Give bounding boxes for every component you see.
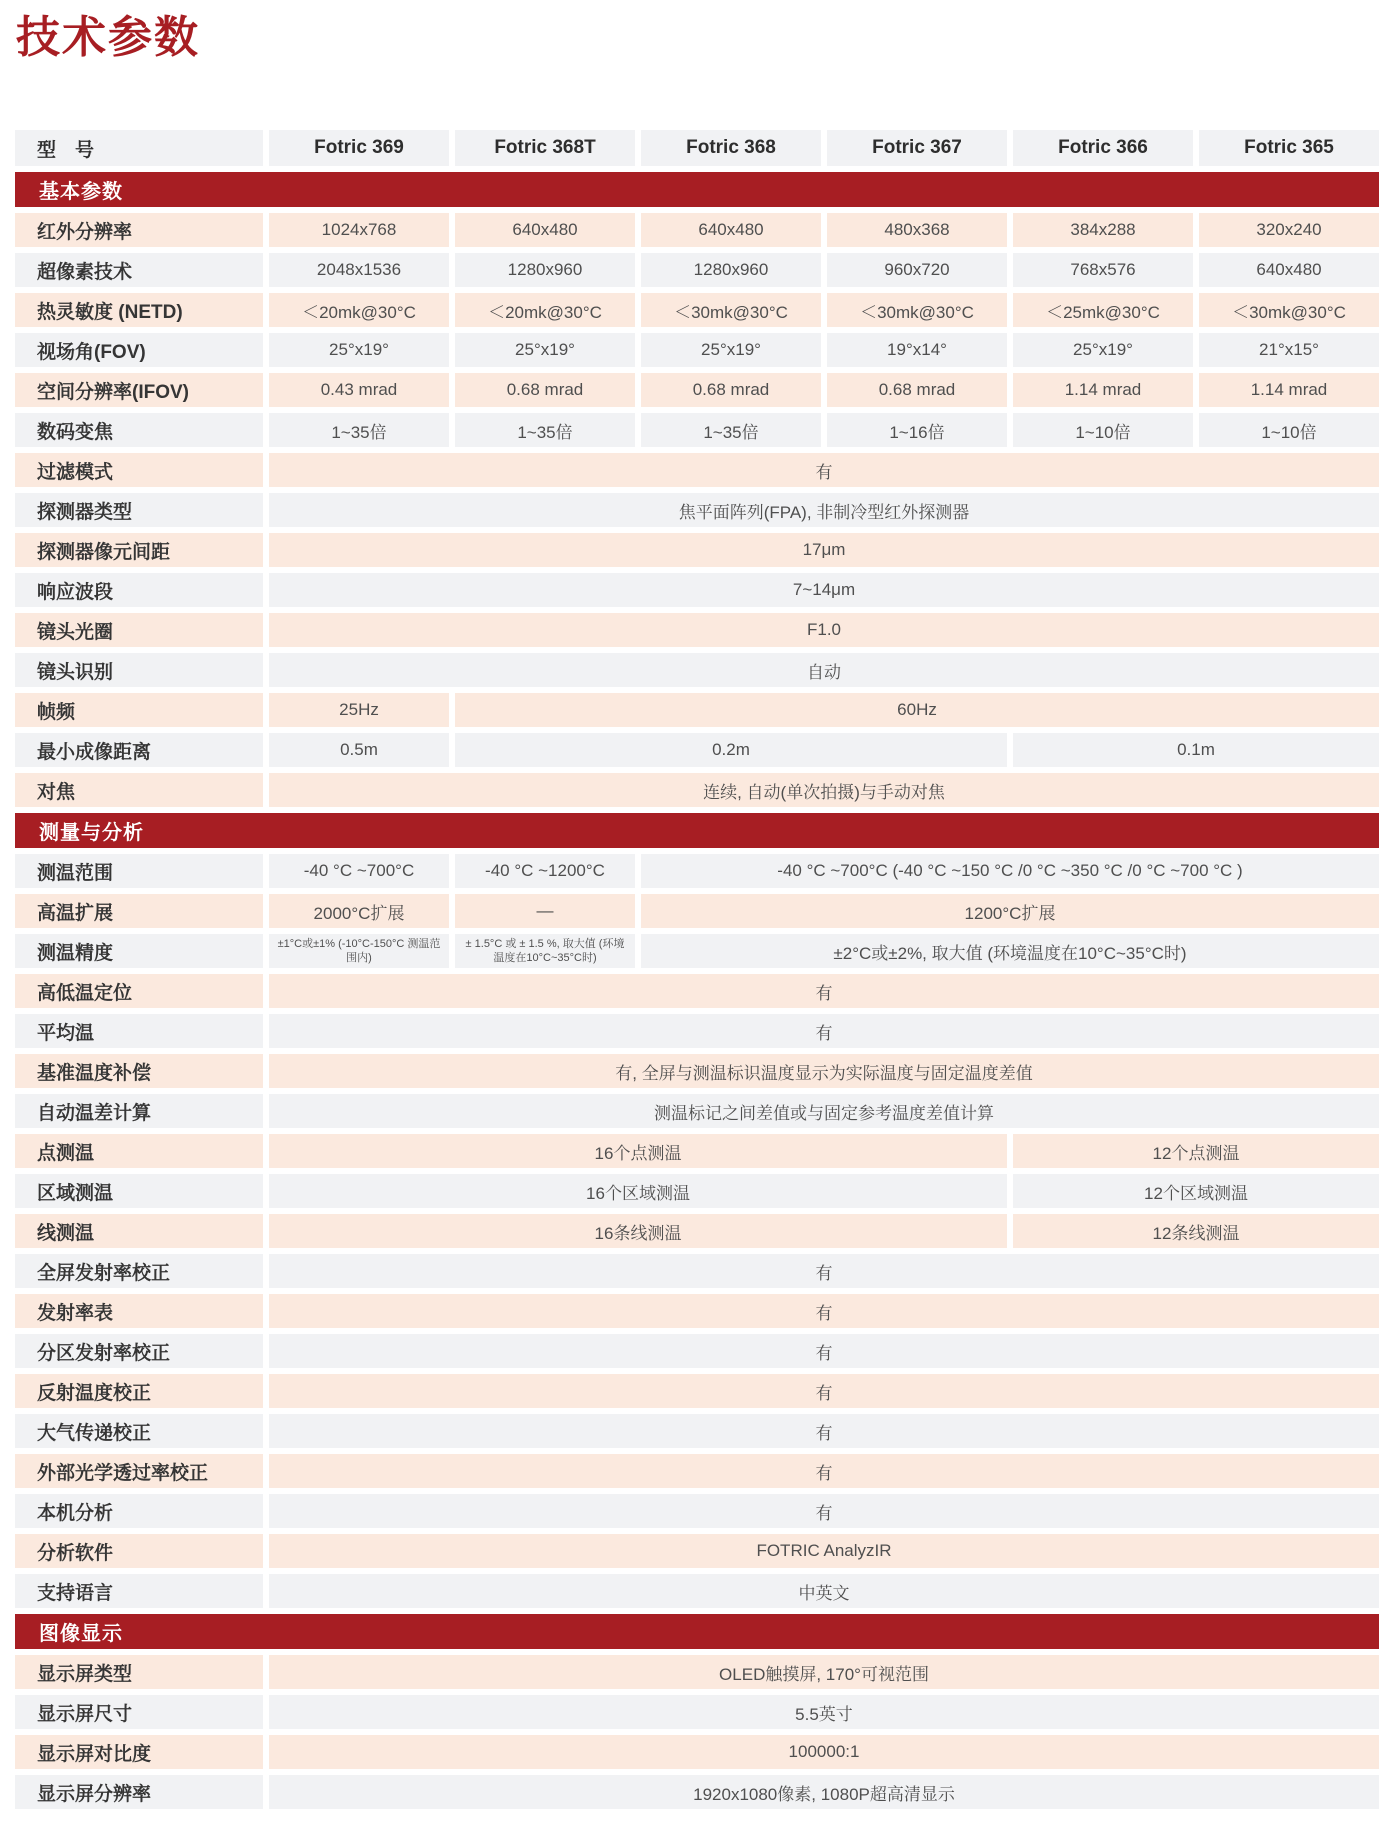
spec-value: 1~10倍 — [1199, 413, 1379, 447]
spec-row — [15, 1655, 1379, 1689]
spec-value: 25°x19° — [641, 333, 821, 367]
row-label: 测温范围 — [15, 854, 263, 888]
row-label: 热灵敏度 (NETD) — [15, 293, 263, 327]
page-title: 技术参数 — [16, 13, 200, 62]
spec-value: 1~10倍 — [1013, 413, 1193, 447]
spec-row — [15, 974, 1379, 1008]
row-label: 探测器类型 — [15, 493, 263, 527]
spec-value: 0.68 mrad — [827, 373, 1007, 407]
section-header: 测量与分析 — [15, 813, 1379, 848]
spec-value: 连续, 自动(单次拍摄)与手动对焦 — [269, 773, 1379, 807]
spec-row — [15, 653, 1379, 687]
spec-value: 中英文 — [269, 1574, 1379, 1608]
row-label: 大气传递校正 — [15, 1414, 263, 1448]
row-label: 超像素技术 — [15, 253, 263, 287]
row-label: 平均温 — [15, 1014, 263, 1048]
spec-value: 384x288 — [1013, 213, 1193, 247]
spec-row — [15, 1574, 1379, 1608]
spec-value: 有 — [269, 1254, 1379, 1288]
spec-value: 0.43 mrad — [269, 373, 449, 407]
spec-row — [15, 1494, 1379, 1528]
row-label: 显示屏分辨率 — [15, 1775, 263, 1809]
spec-value: 25°x19° — [455, 333, 635, 367]
row-label: 过滤模式 — [15, 453, 263, 487]
spec-value: 5.5英寸 — [269, 1695, 1379, 1729]
row-label: 外部光学透过率校正 — [15, 1454, 263, 1488]
spec-row — [15, 293, 1379, 327]
row-label: 高温扩展 — [15, 894, 263, 928]
spec-row — [15, 1014, 1379, 1048]
spec-row — [15, 1334, 1379, 1368]
model-column-header: Fotric 368T — [455, 130, 635, 166]
spec-row — [15, 1775, 1379, 1809]
row-label: 最小成像距离 — [15, 733, 263, 767]
spec-row — [15, 1695, 1379, 1729]
spec-value: -40 °C ~700°C — [269, 854, 449, 888]
row-label: 镜头识别 — [15, 653, 263, 687]
spec-value: 640x480 — [1199, 253, 1379, 287]
spec-value: 自动 — [269, 653, 1379, 687]
row-label: 本机分析 — [15, 1494, 263, 1528]
row-label: 帧频 — [15, 693, 263, 727]
section-header-row — [15, 172, 1379, 207]
spec-value: 1920x1080像素, 1080P超高清显示 — [269, 1775, 1379, 1809]
row-label: 反射温度校正 — [15, 1374, 263, 1408]
spec-value: ＜20mk@30°C — [455, 293, 635, 327]
spec-value: 0.2m — [455, 733, 1007, 767]
row-label: 空间分辨率(IFOV) — [15, 373, 263, 407]
section-header-row — [15, 813, 1379, 848]
spec-value: 有 — [269, 1494, 1379, 1528]
spec-value: F1.0 — [269, 613, 1379, 647]
spec-value: 768x576 — [1013, 253, 1193, 287]
spec-row — [15, 773, 1379, 807]
spec-row — [15, 1454, 1379, 1488]
spec-value: OLED触摸屏, 170°可视范围 — [269, 1655, 1379, 1689]
spec-value: ±1°C或±1% (-10°C-150°C 测温范围内) — [269, 934, 449, 968]
row-label: 探测器像元间距 — [15, 533, 263, 567]
spec-row — [15, 1735, 1379, 1769]
spec-row — [15, 493, 1379, 527]
spec-value: 有 — [269, 1334, 1379, 1368]
spec-value: 60Hz — [455, 693, 1379, 727]
spec-row — [15, 533, 1379, 567]
row-label: 视场角(FOV) — [15, 333, 263, 367]
spec-row — [15, 894, 1379, 928]
spec-row — [15, 1174, 1379, 1208]
spec-row — [15, 1214, 1379, 1248]
row-label: 高低温定位 — [15, 974, 263, 1008]
spec-value: ＜20mk@30°C — [269, 293, 449, 327]
row-label: 对焦 — [15, 773, 263, 807]
spec-value: 0.68 mrad — [455, 373, 635, 407]
row-label: 点测温 — [15, 1134, 263, 1168]
spec-row — [15, 333, 1379, 367]
section-header: 基本参数 — [15, 172, 1379, 207]
spec-value: -40 °C ~1200°C — [455, 854, 635, 888]
spec-value: 0.5m — [269, 733, 449, 767]
spec-row — [15, 733, 1379, 767]
row-label: 响应波段 — [15, 573, 263, 607]
row-label: 显示屏尺寸 — [15, 1695, 263, 1729]
spec-value: 1.14 mrad — [1199, 373, 1379, 407]
spec-value: 有 — [269, 1414, 1379, 1448]
spec-row — [15, 854, 1379, 888]
spec-value: 7~14μm — [269, 573, 1379, 607]
spec-row — [15, 373, 1379, 407]
spec-value: 320x240 — [1199, 213, 1379, 247]
spec-value: 1~35倍 — [269, 413, 449, 447]
spec-table — [15, 130, 1379, 1809]
spec-row — [15, 453, 1379, 487]
spec-value: ± 1.5°C 或 ± 1.5 %, 取大值 (环境温度在10°C~35°C时) — [455, 934, 635, 968]
spec-value: -40 °C ~700°C (-40 °C ~150 °C /0 °C ~350 °C /0 °C ~700 °C ) — [641, 854, 1379, 888]
spec-value: — — [455, 894, 635, 928]
spec-value: 21°x15° — [1199, 333, 1379, 367]
spec-value: 25Hz — [269, 693, 449, 727]
spec-value: 12个点测温 — [1013, 1134, 1379, 1168]
spec-value: 2000°C扩展 — [269, 894, 449, 928]
spec-row — [15, 253, 1379, 287]
row-label: 支持语言 — [15, 1574, 263, 1608]
spec-row — [15, 1094, 1379, 1128]
spec-value: 有 — [269, 1374, 1379, 1408]
model-column-header: Fotric 365 — [1199, 130, 1379, 166]
spec-row — [15, 1534, 1379, 1568]
row-label: 基准温度补偿 — [15, 1054, 263, 1088]
spec-value: 16个区域测温 — [269, 1174, 1007, 1208]
row-label: 发射率表 — [15, 1294, 263, 1328]
spec-value: 1280x960 — [641, 253, 821, 287]
spec-value: 2048x1536 — [269, 253, 449, 287]
spec-value: 1~35倍 — [455, 413, 635, 447]
row-label: 显示屏类型 — [15, 1655, 263, 1689]
spec-value: 0.1m — [1013, 733, 1379, 767]
spec-row — [15, 1054, 1379, 1088]
model-column-header: Fotric 366 — [1013, 130, 1193, 166]
spec-row — [15, 1374, 1379, 1408]
spec-row — [15, 613, 1379, 647]
spec-value: 有 — [269, 453, 1379, 487]
spec-value: 100000:1 — [269, 1735, 1379, 1769]
row-label: 分区发射率校正 — [15, 1334, 263, 1368]
spec-value: 25°x19° — [269, 333, 449, 367]
spec-value: ＜30mk@30°C — [1199, 293, 1379, 327]
spec-value: 480x368 — [827, 213, 1007, 247]
spec-value: 有 — [269, 1454, 1379, 1488]
row-label: 全屏发射率校正 — [15, 1254, 263, 1288]
row-label: 数码变焦 — [15, 413, 263, 447]
spec-value: FOTRIC AnalyzIR — [269, 1534, 1379, 1568]
spec-value: 有 — [269, 1014, 1379, 1048]
spec-value: 16个点测温 — [269, 1134, 1007, 1168]
spec-value: 焦平面阵列(FPA), 非制冷型红外探测器 — [269, 493, 1379, 527]
row-label: 测温精度 — [15, 934, 263, 968]
model-column-header: Fotric 368 — [641, 130, 821, 166]
spec-value: ＜25mk@30°C — [1013, 293, 1193, 327]
section-header: 图像显示 — [15, 1614, 1379, 1649]
spec-value: 有 — [269, 974, 1379, 1008]
row-label: 显示屏对比度 — [15, 1735, 263, 1769]
row-label: 自动温差计算 — [15, 1094, 263, 1128]
row-label: 区域测温 — [15, 1174, 263, 1208]
spec-row — [15, 213, 1379, 247]
spec-value: 1200°C扩展 — [641, 894, 1379, 928]
spec-row — [15, 693, 1379, 727]
spec-value: 0.68 mrad — [641, 373, 821, 407]
spec-value: 1024x768 — [269, 213, 449, 247]
spec-row — [15, 934, 1379, 968]
model-column-header: Fotric 369 — [269, 130, 449, 166]
spec-row — [15, 413, 1379, 447]
models-header-label: 型 号 — [15, 130, 263, 166]
spec-row — [15, 1414, 1379, 1448]
spec-value: 640x480 — [455, 213, 635, 247]
row-label: 线测温 — [15, 1214, 263, 1248]
spec-row — [15, 573, 1379, 607]
spec-value: 1280x960 — [455, 253, 635, 287]
spec-value: 16条线测温 — [269, 1214, 1007, 1248]
spec-value: ＜30mk@30°C — [641, 293, 821, 327]
spec-value: 有, 全屏与测温标识温度显示为实际温度与固定温度差值 — [269, 1054, 1379, 1088]
spec-value: ±2°C或±2%, 取大值 (环境温度在10°C~35°C时) — [641, 934, 1379, 968]
model-header-row — [15, 130, 1379, 166]
spec-value: 19°x14° — [827, 333, 1007, 367]
spec-value: 640x480 — [641, 213, 821, 247]
spec-value: 1~35倍 — [641, 413, 821, 447]
spec-value: 测温标记之间差值或与固定参考温度差值计算 — [269, 1094, 1379, 1128]
spec-row — [15, 1134, 1379, 1168]
spec-value: 有 — [269, 1294, 1379, 1328]
spec-value: 1.14 mrad — [1013, 373, 1193, 407]
spec-row — [15, 1254, 1379, 1288]
section-header-row — [15, 1614, 1379, 1649]
spec-value: 1~16倍 — [827, 413, 1007, 447]
spec-value: 17μm — [269, 533, 1379, 567]
spec-value: 25°x19° — [1013, 333, 1193, 367]
row-label: 分析软件 — [15, 1534, 263, 1568]
spec-value: 12个区域测温 — [1013, 1174, 1379, 1208]
spec-value: 960x720 — [827, 253, 1007, 287]
spec-value: ＜30mk@30°C — [827, 293, 1007, 327]
spec-row — [15, 1294, 1379, 1328]
row-label: 红外分辨率 — [15, 213, 263, 247]
spec-value: 12条线测温 — [1013, 1214, 1379, 1248]
row-label: 镜头光圈 — [15, 613, 263, 647]
model-column-header: Fotric 367 — [827, 130, 1007, 166]
